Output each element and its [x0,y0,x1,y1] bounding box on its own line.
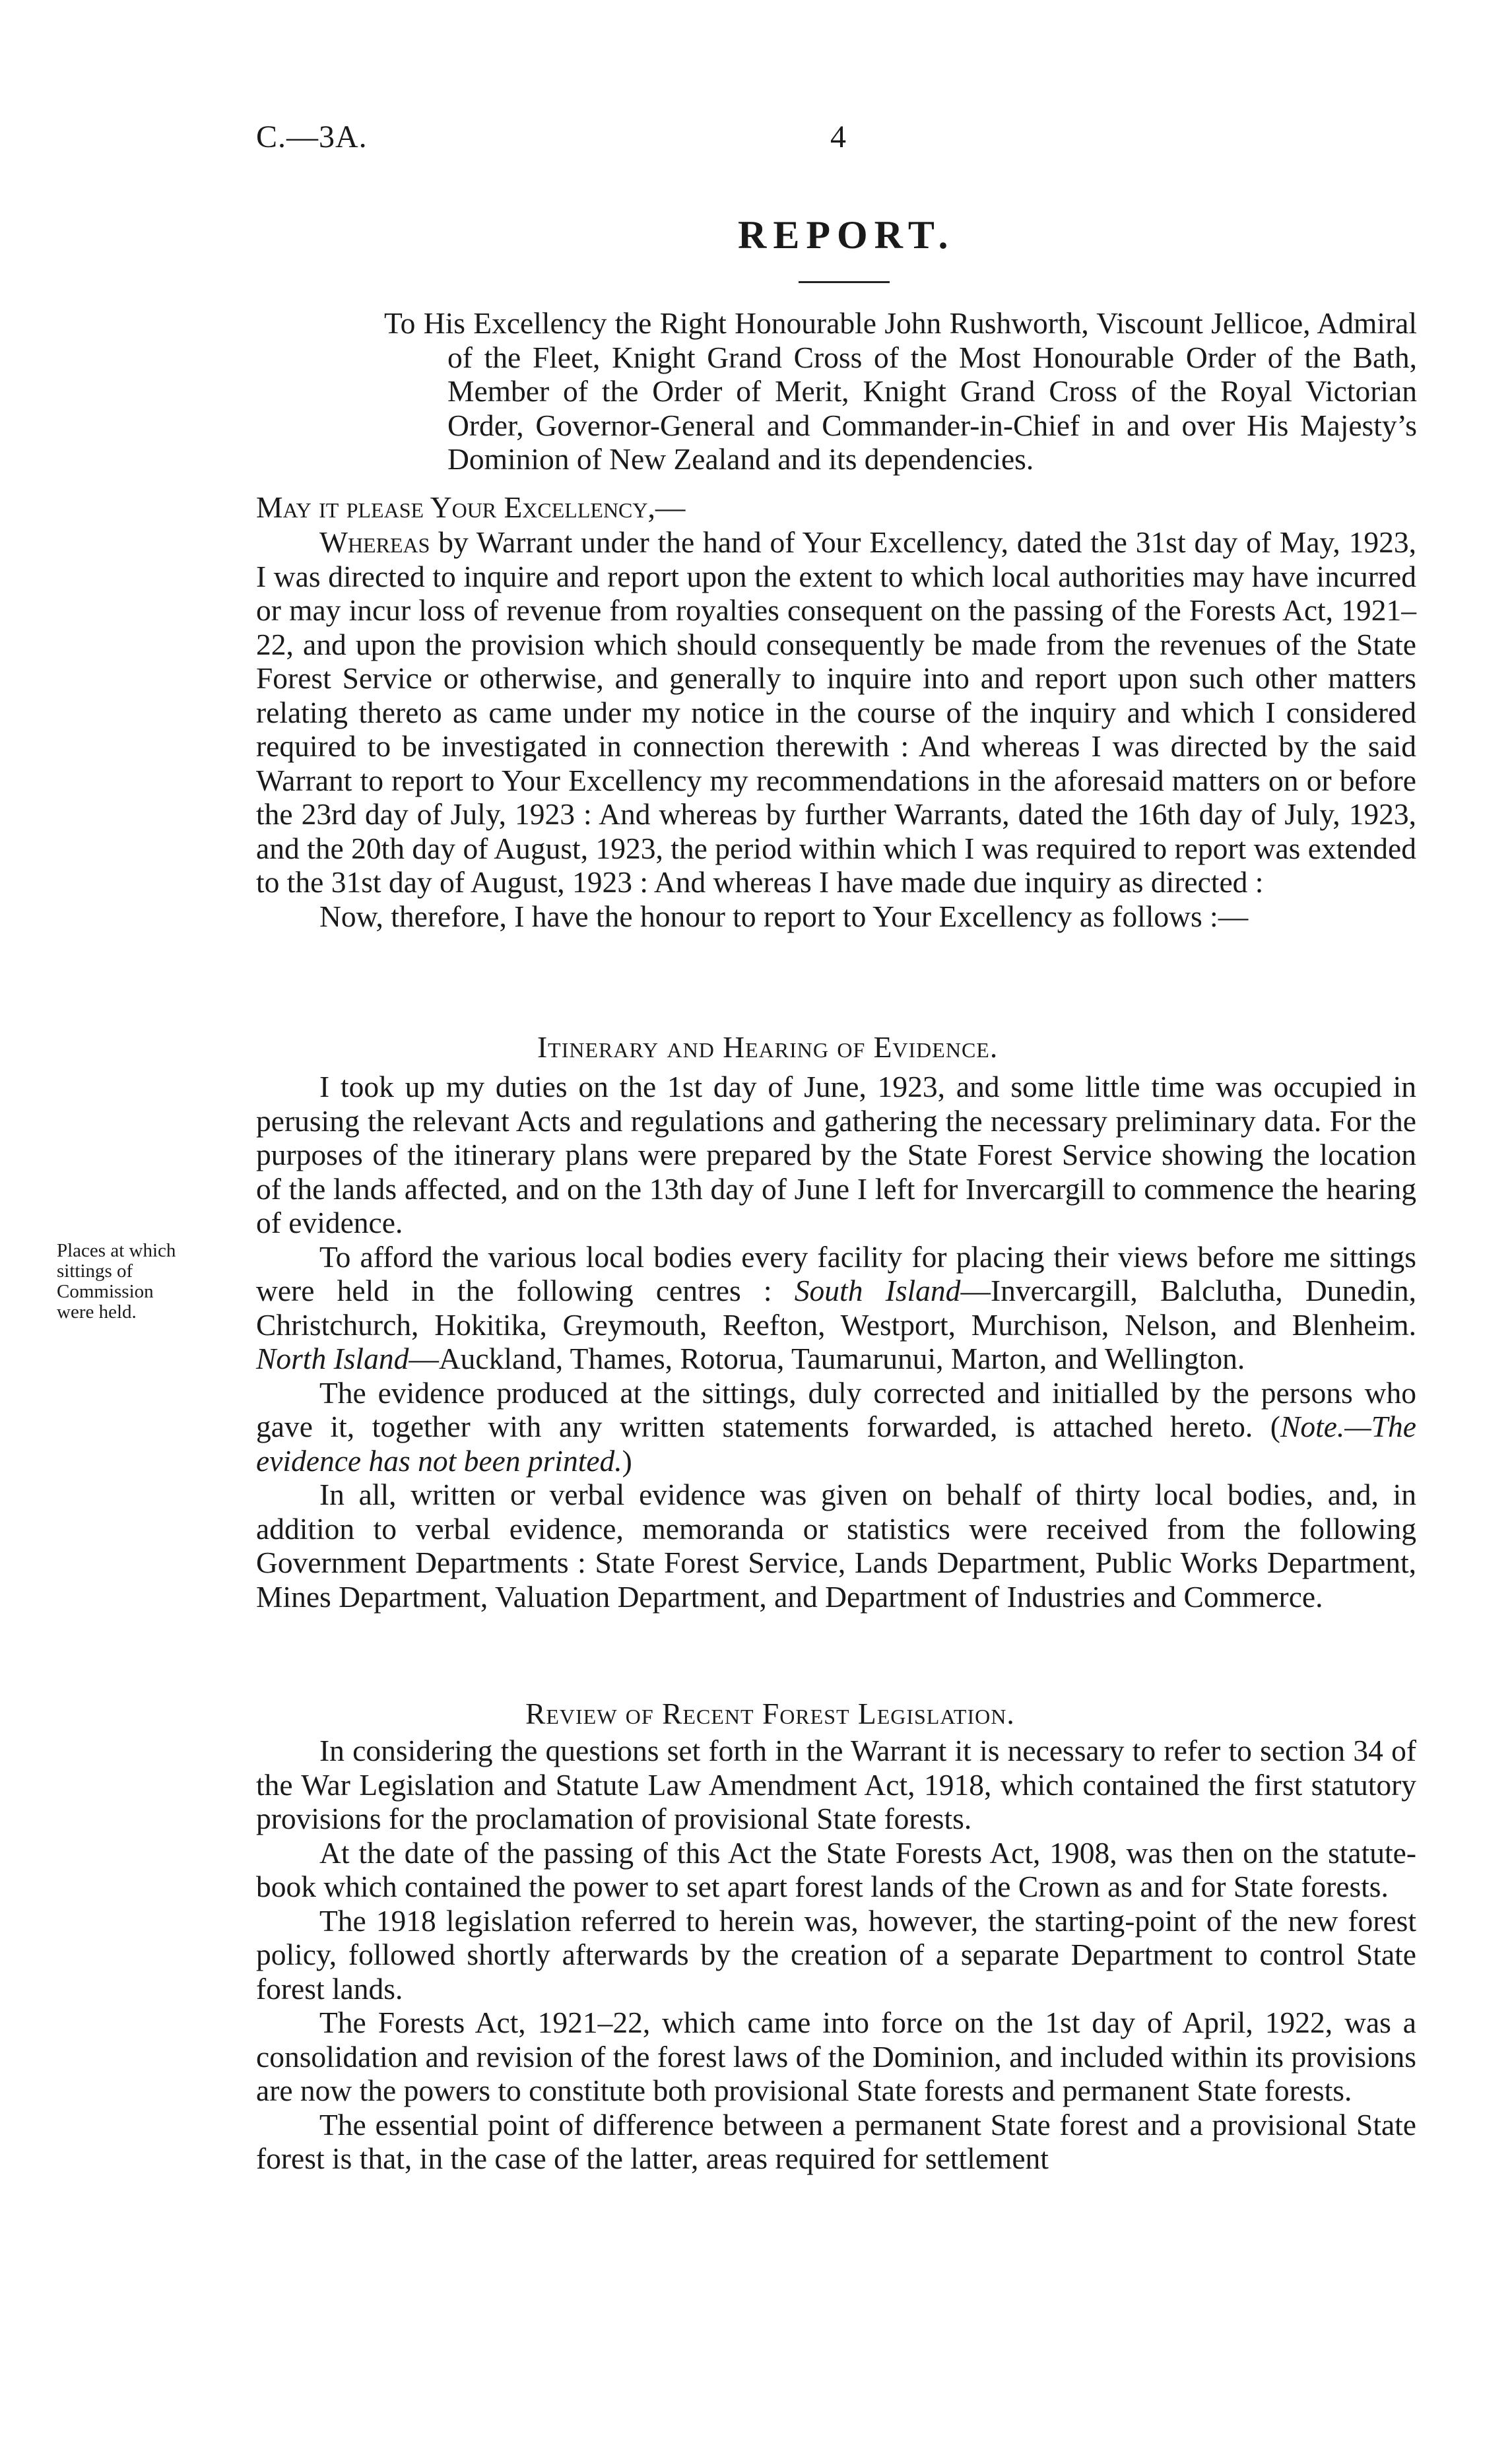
evidence-note: Note.—The evidence has not been printed. [256,1410,1416,1478]
report-title: REPORT. [738,213,955,257]
itinerary-paragraph-1: I took up my duties on the 1st day of June, 1923, and some little time was occupied in perusing the relevant Acts and regulations and gathering the necessary preliminary data. For the purposes of the itinerary plans were prepared by the State Forest Service showing the location of the lands affected, and on the 13th day of June I left for Invercargill to commence the hearing of evidence. [256,1070,1416,1239]
north-island-label: North Island [256,1342,409,1375]
page-number: 4 [830,119,846,154]
review-paragraph-2: At the date of the passing of this Act the State Forests Act, 1908, was then on the statute-book which contained the power to set apart forest lands of the Crown as and for State forests. [256,1835,1416,1903]
review-section [256,1734,1416,2176]
review-heading: Review of Recent Forest Legislation. [525,1697,1015,1730]
evidence-text: The evidence produced at the sittings, duly corrected and initialled by the persons who gave it, together with any written statements forwarded, is attached hereto. ( [256,1375,1416,1443]
running-head: C.—3A. [256,119,368,154]
evidence-close: ) [622,1443,632,1478]
intro-section [256,525,1416,933]
south-island-label: South Island [794,1274,961,1307]
margin-note-line: sittings of [57,1260,133,1282]
review-paragraph-3: The 1918 legislation referred to herein was, however, the starting-point of the new forest policy, followed shortly afterwards by the creation of a separate Department to control State forest lands. [256,1903,1416,2006]
margin-note-line: Places at which [57,1240,176,1261]
south-island-centres: —Invercargill, Balclutha, Dunedin, Christchurch, Hokitika, Greymouth, Reefton, Westport, Murchison, Nelson, and Blenheim. [256,1274,1416,1342]
margin-note-line: Commission [57,1281,154,1302]
intro-text: by Warrant under the hand of Your Excellency, dated the 31st day of May, 1923, I was directed to inquire and report upon the extent to which local authorities may have incurred or may incur loss of revenue from royalties consequent on the passing of the Forests Act, 1921–22, and upon the provision which should consequently be made from the revenues of the State Forest Service or otherwise, and generally to inquire into and report upon such other matters relating thereto as came under my notice in the course of the inquiry and which I considered required to be investigated in connection therewith : And whereas I was directed by the said Warrant to report to Your Excellency my recommendations in the aforesaid matters on or before the 23rd day of July, 1923 : And whereas by further Warrants, dated the 16th day of July, 1923, and the 20th day of August, 1923, the period within which I was required to report was extended to the 31st day of August, 1923 : And whereas I have made due inquiry as directed : [256,525,1416,899]
itinerary-paragraph-4: In all, written or verbal evidence was given on behalf of thirty local bodies, and, in addition to verbal evidence, memoranda or statistics were received from the following Government Departments : State Forest Service, Lands Department, Public Works Department, Mines Department, Valuation Department, and Department of Industries and Commerce. [256,1478,1416,1614]
itinerary-heading: Itinerary and Hearing of Evidence. [537,1030,999,1064]
itinerary-paragraph-2 [256,1240,1416,1376]
salutation: May it please Your Excellency,— [256,490,686,524]
intro-paragraph [256,525,1416,900]
now-therefore-paragraph: Now, therefore, I have the honour to report to Your Excellency as follows :— [319,899,1249,933]
itinerary-section [256,1070,1416,1614]
address-block: To His Excellency the Right Honourable John Rushworth, Viscount Jellicoe, Admiral of the Fleet, Knight Grand Cross of the Most Honourable Order of the Bath, Member of the Order of Merit, Knight Grand Cross of the Royal Victorian Order, Governor-General and Commander-in-Chief in and over His Majesty’s Dominion of New Zealand and its dependencies. [384,306,1417,476]
review-paragraph-5: The essential point of difference between a permanent State forest and a provisional State forest is that, in the case of the latter, areas required for settlement [256,2107,1416,2175]
review-paragraph-1: In considering the questions set forth in the Warrant it is necessary to refer to section 34 of the War Legislation and Statute Law Amendment Act, 1918, which contained the first statutory provisions for the proclamation of provisional State forests. [256,1734,1416,1835]
margin-note [57,1241,242,1323]
intro-lead: Whereas [319,525,430,559]
itinerary-paragraph-3 [256,1376,1416,1478]
title-rule [799,281,890,283]
review-paragraph-4: The Forests Act, 1921–22, which came into force on the 1st day of April, 1922, was a consolidation and revision of the forest laws of the Dominion, and included within its provisions are now the powers to constitute both provisional State forests and permanent State forests. [256,2006,1416,2107]
margin-note-line: were held. [57,1301,137,1323]
north-island-centres: —Auckland, Thames, Rotorua, Taumarunui, Marton, and Wellington. [409,1342,1245,1375]
sittings-intro: To afford the various local bodies every facility for placing their views before me sittings were held in the following centres : [256,1239,1416,1307]
